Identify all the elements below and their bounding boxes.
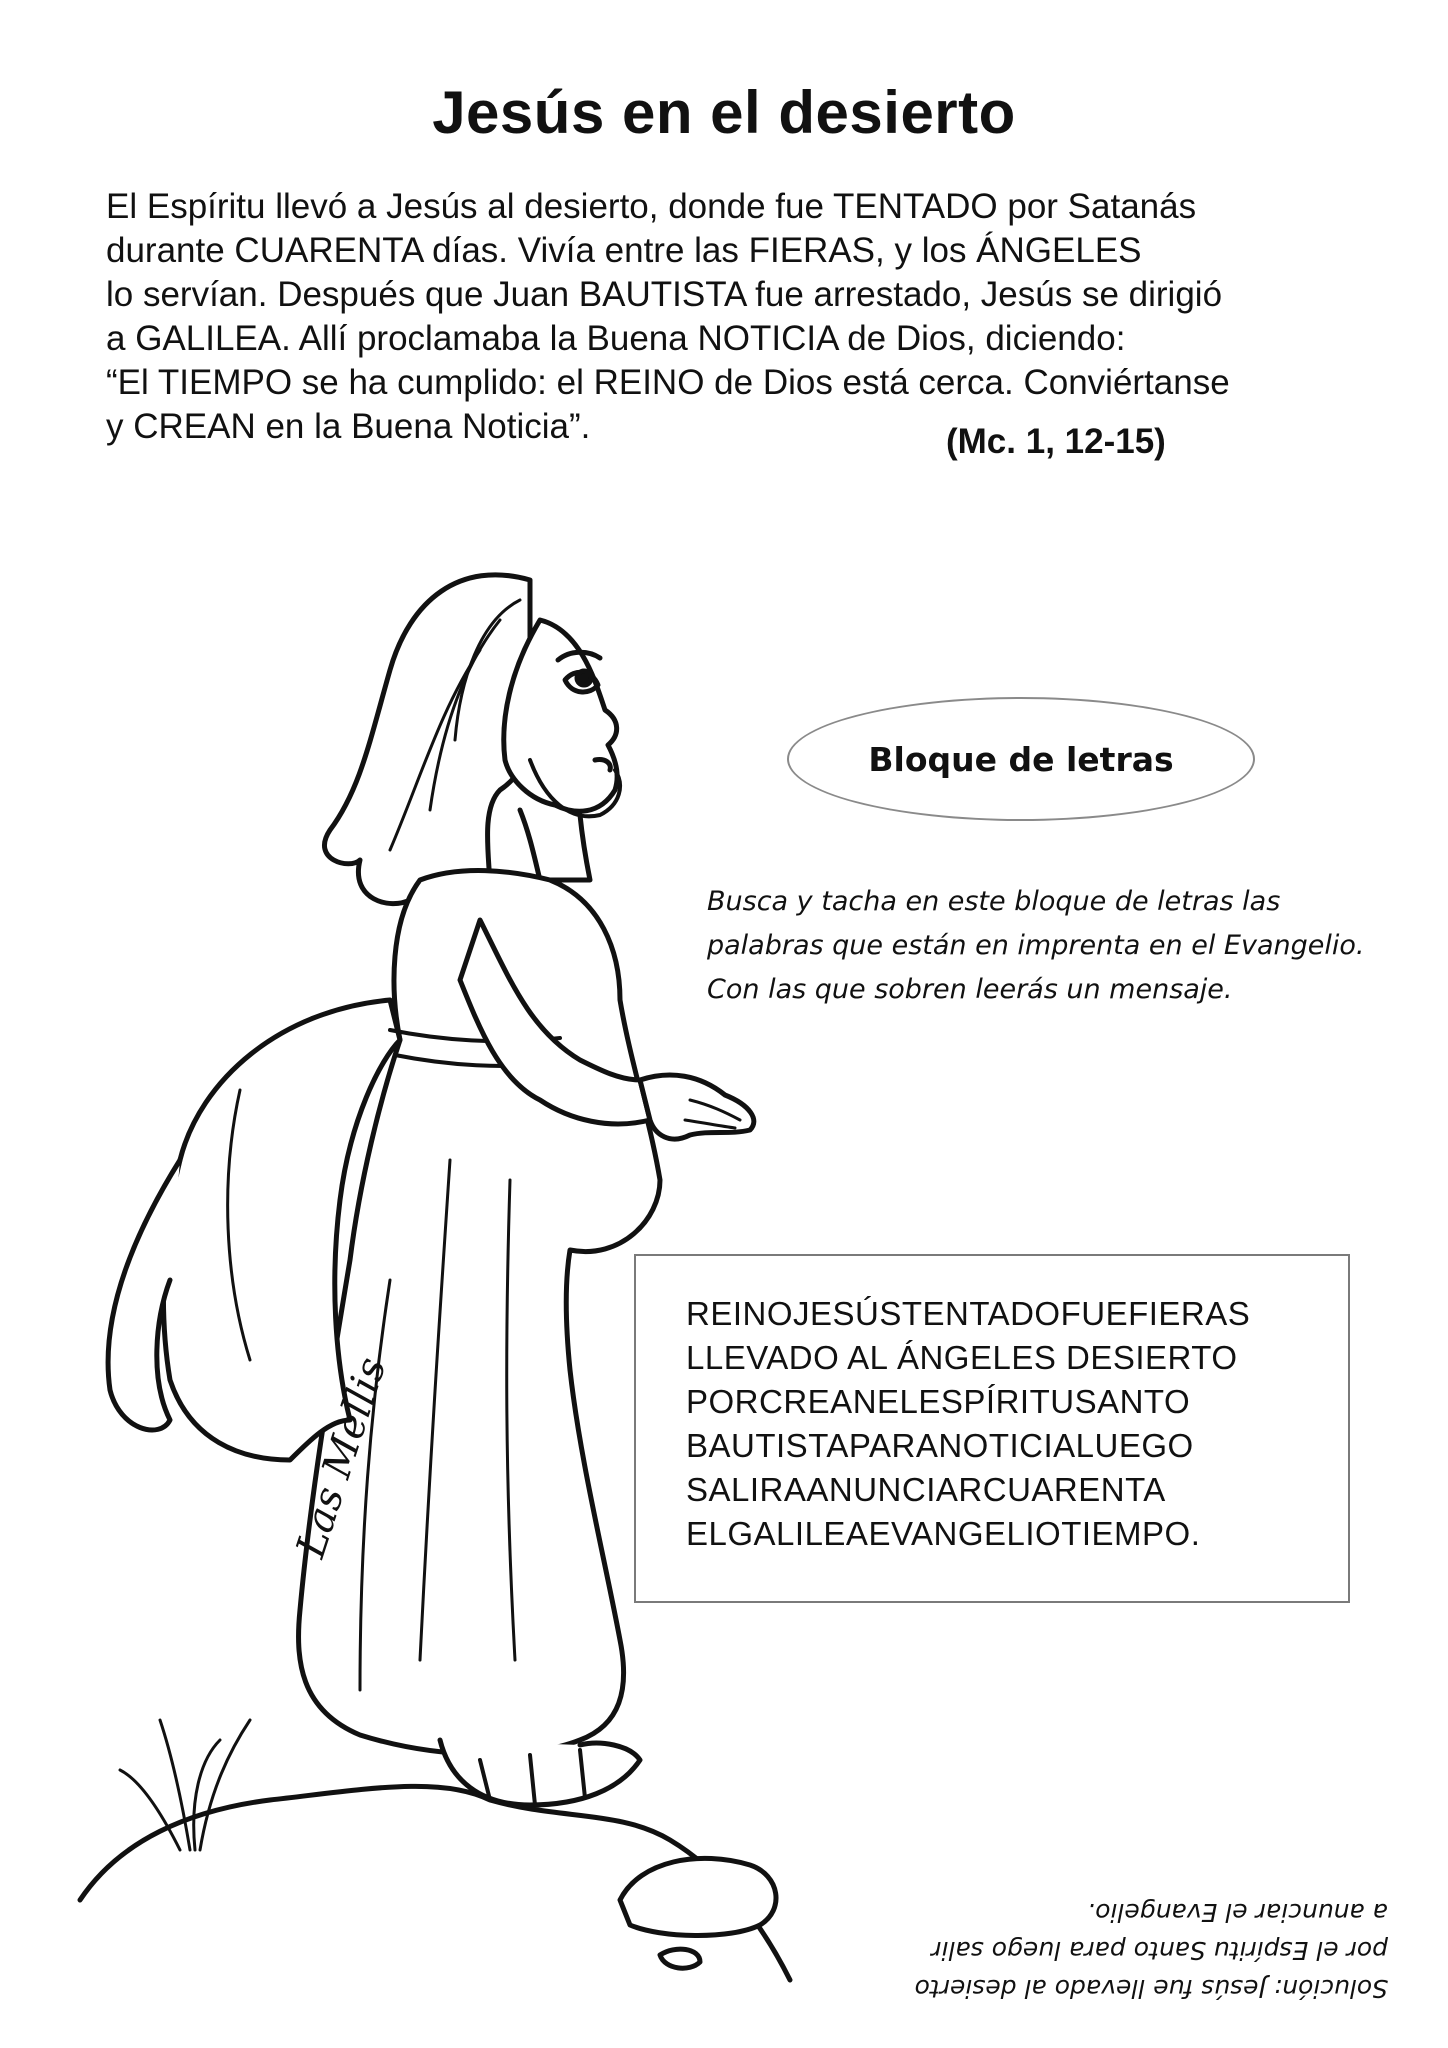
letter-row: REINOJESÚSTENTADOFUEFIERAS (686, 1295, 1251, 1332)
activity-heading: Bloque de letras (868, 739, 1174, 779)
instruction-line: Con las que sobren leerás un mensaje. (707, 974, 1233, 1005)
small-rock-shape (620, 1858, 776, 1935)
page-title: Jesús en el desierto (432, 79, 1016, 146)
plant-shape (120, 1720, 250, 1850)
passage-line: durante CUARENTA días. Vivía entre las FIERAS, y los ÁNGELES (106, 231, 1142, 270)
passage-line: lo servían. Después que Juan BAUTISTA fue arrestado, Jesús se dirigió (106, 275, 1223, 314)
activity-instructions (707, 880, 1427, 1012)
instruction-line: Busca y tacha en este bloque de letras las (707, 886, 1281, 917)
hands-shape (640, 1075, 754, 1139)
pebble-shape (660, 1949, 700, 1968)
signature-text: Las Mellis (287, 1351, 396, 1564)
passage-line: a GALILEA. Allí proclamaba la Buena NOTICIA de Dios, diciendo: (106, 319, 1126, 358)
letter-block (634, 1254, 1350, 1603)
instruction-line: palabras que están en imprenta en el Evangelio. (707, 930, 1365, 961)
solution-line: por el Espíritu Santo para luego salir (931, 1936, 1388, 1965)
pupil-shape (577, 671, 591, 685)
letter-row: ELGALILEAEVANGELIOTIEMPO. (686, 1515, 1201, 1552)
letter-row: BAUTISTAPARANOTICIALUEGO (686, 1427, 1194, 1464)
gospel-passage (106, 185, 1366, 449)
passage-line: y CREAN en la Buena Noticia”. (106, 407, 591, 446)
solution-line: Solución: Jesús fue llevado al desierto (914, 1974, 1388, 2003)
neck-shape (520, 810, 590, 880)
foot-shape (440, 1740, 640, 1805)
bible-reference: (Mc. 1, 12-15) (946, 422, 1166, 461)
letter-row: PORCREANELESPÍRITUSANTO (686, 1383, 1191, 1420)
letter-row: LLEVADO AL ÁNGELES DESIERTO (686, 1339, 1238, 1376)
solution-line: a anunciar el Evangelio. (1087, 1898, 1388, 1927)
passage-line: “El TIEMPO se ha cumplido: el REINO de Dios está cerca. Conviértanse (106, 363, 1230, 402)
passage-line: El Espíritu llevó a Jesús al desierto, donde fue TENTADO por Satanás (106, 187, 1197, 226)
letter-row: SALIRAANUNCIARCUARENTA (686, 1471, 1166, 1508)
activity-heading-oval (787, 697, 1255, 821)
upside-down-solution (778, 1893, 1388, 2007)
